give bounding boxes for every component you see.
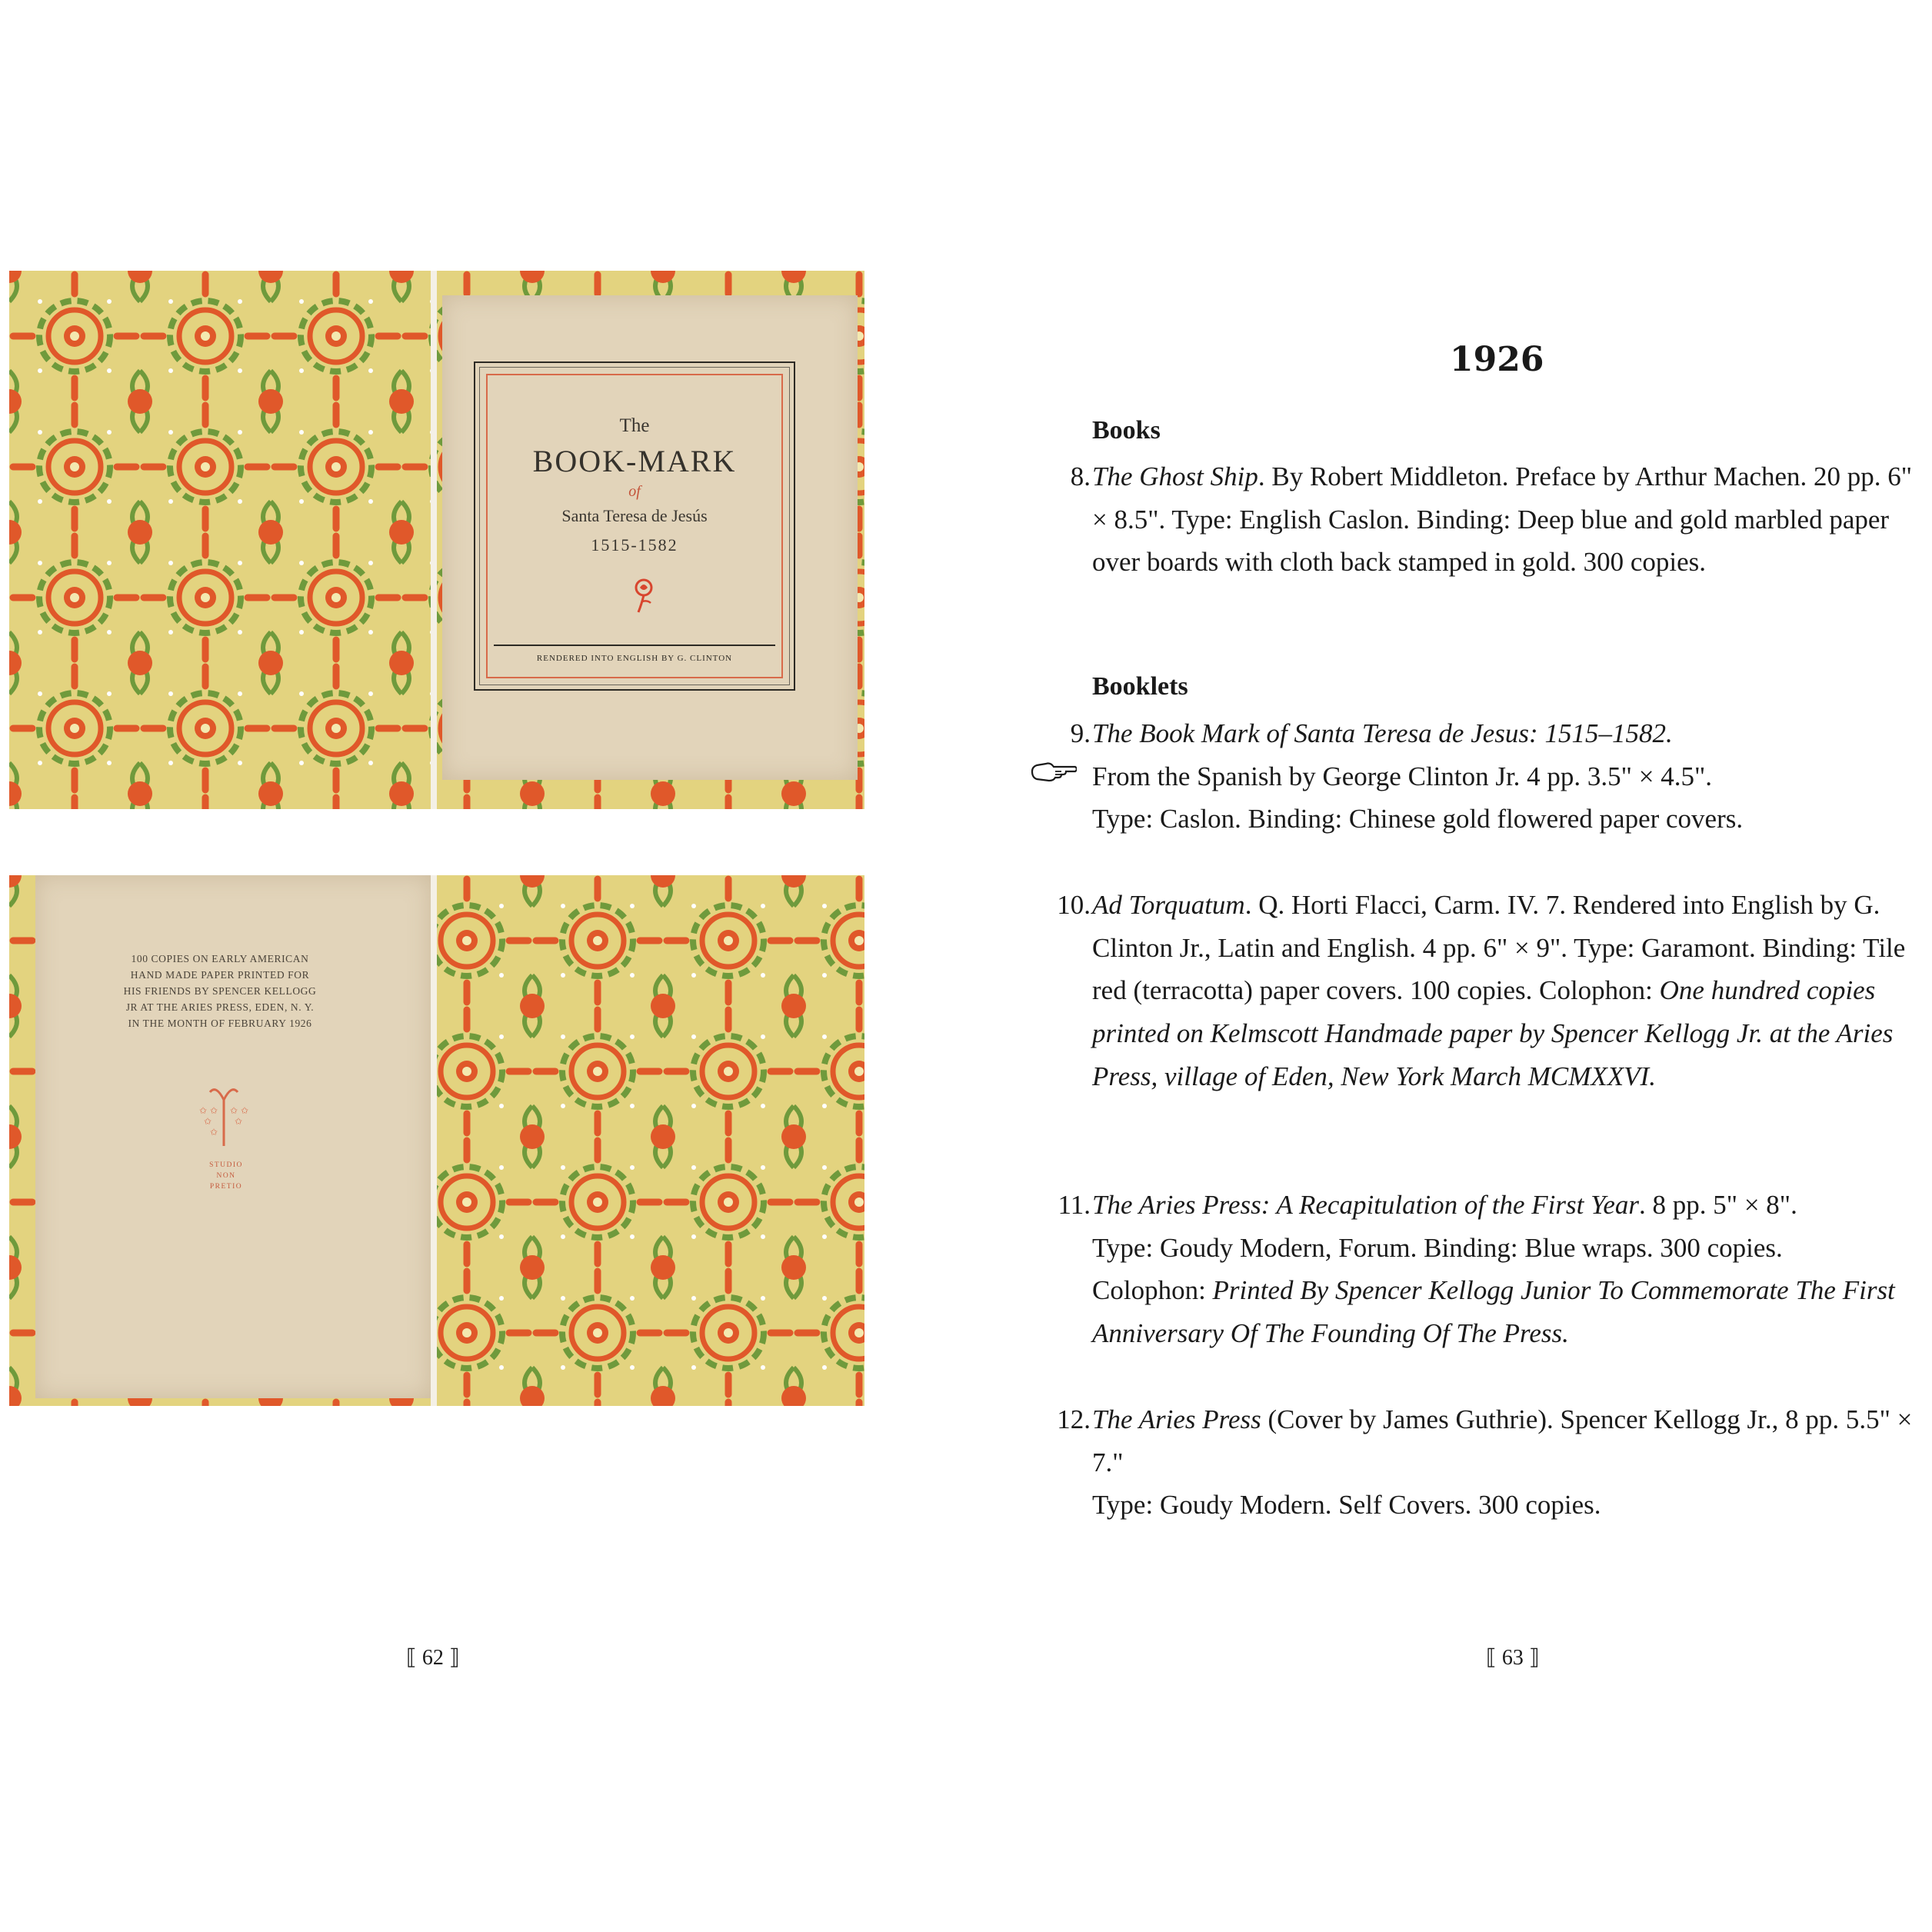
cover-title-dates: 1515-1582	[591, 535, 678, 555]
spine-gap	[431, 271, 437, 809]
entry-body	[1092, 455, 1927, 584]
cover-title-saint: Santa Teresa de Jesús	[561, 506, 708, 525]
entry-text: (Cover by James Guthrie). Spencer Kellogg Jr., 8 pp. 5.5" × 7."	[1092, 1404, 1913, 1477]
year-heading: 1926	[1450, 340, 1544, 379]
entry-body	[1092, 884, 1927, 1098]
svg-text:✩: ✩	[210, 1105, 218, 1116]
svg-text:✩: ✩	[230, 1105, 238, 1116]
bibliography-entry	[1043, 1398, 1927, 1527]
back-cover-card	[35, 875, 431, 1398]
photo-back-cover	[9, 875, 864, 1406]
entry-body	[1092, 1398, 1927, 1527]
title-frame-inner	[486, 374, 783, 678]
title-frame	[474, 361, 795, 691]
svg-text:✩: ✩	[241, 1105, 249, 1116]
spine-gap	[431, 875, 437, 1406]
colophon-line: HAND MADE PAPER PRINTED FOR	[130, 969, 310, 981]
bibliography-entry	[1043, 1184, 1927, 1355]
back-cover-motto	[203, 1160, 249, 1192]
cover-rendered-by: RENDERED INTO ENGLISH BY G. CLINTON	[494, 645, 775, 671]
svg-text:✩: ✩	[204, 1116, 212, 1127]
bibliography-entry	[1043, 455, 1927, 584]
rose-icon	[632, 578, 655, 614]
entry-title: Ad Torquatum	[1092, 890, 1245, 920]
entry-colophon: Printed By Spencer Kellogg Junior To Commemorate The First Anniversary Of The Founding Of The Press.	[1092, 1275, 1895, 1349]
cover-title-of: of	[628, 483, 641, 500]
entry-text: Type: Goudy Modern, Forum. Binding: Blue wraps. 300 copies.	[1092, 1232, 1783, 1263]
page-number-right: ⟦ 63 ⟧	[1486, 1646, 1540, 1670]
colophon-line: IN THE MONTH OF FEBRUARY 1926	[128, 1018, 312, 1029]
photo-front-cover	[9, 271, 864, 809]
section-heading-books: Books	[1092, 416, 1161, 445]
colophon-line: JR AT THE ARIES PRESS, EDEN, N. Y.	[125, 1001, 315, 1013]
aries-device-icon	[193, 1084, 255, 1150]
bibliography-entry	[1043, 884, 1927, 1098]
entry-title: The Aries Press	[1092, 1404, 1261, 1434]
svg-text:✩: ✩	[199, 1105, 208, 1116]
entry-number: 9.	[1070, 718, 1091, 748]
bibliography-entry	[1043, 712, 1927, 841]
entry-text: . By Robert Middleton. Preface by Arthur Machen. 20 pp. 6" × 8.5". Type: English Caslon. Binding: Deep blue and gold marbled paper over boards with cloth back stamped in gold. 300 copies.	[1092, 461, 1913, 578]
entry-body	[1092, 712, 1927, 841]
entry-number: 10.	[1057, 890, 1091, 920]
motto-line: NON	[216, 1172, 236, 1180]
entry-number: 11.	[1058, 1190, 1091, 1220]
page-number-left: ⟦ 62 ⟧	[406, 1646, 460, 1670]
entry-text: From the Spanish by George Clinton Jr. 4 pp. 3.5" × 4.5".	[1092, 761, 1712, 791]
motto-line: PRETIO	[209, 1183, 243, 1191]
entry-text: Type: Goudy Modern. Self Covers. 300 copies.	[1092, 1490, 1601, 1521]
entry-title: The Book Mark of Santa Teresa de Jesus: 1515–1582.	[1092, 718, 1673, 748]
front-cover-card	[442, 295, 858, 780]
svg-text:✩: ✩	[210, 1127, 218, 1138]
entry-colophon: One hundred copies printed on Kelmscott Handmade paper by Spencer Kellogg Jr. at the Aries Press, village of Eden, New York March MCMXXVI.	[1092, 975, 1894, 1091]
entry-number: 8.	[1070, 461, 1091, 491]
entry-text: . Q. Horti Flacci, Carm. IV. 7. Rendered into English by G. Clinton Jr., Latin and English. 4 pp. 6" × 9". Type: Garamont. Binding: Tile red (terracotta) paper covers. 100 copies. Colophon:	[1092, 890, 1906, 1006]
entry-number: 12.	[1057, 1404, 1091, 1434]
colophon-line: HIS FRIENDS BY SPENCER KELLOGG	[123, 985, 317, 997]
entry-text: . 8 pp. 5" × 8".	[1639, 1190, 1797, 1220]
colophon-line: 100 COPIES ON EARLY AMERICAN	[131, 953, 309, 964]
back-cover-colophon	[120, 951, 320, 1031]
entry-body	[1092, 1184, 1927, 1355]
entry-text: Type: Caslon. Binding: Chinese gold flowered paper covers.	[1092, 804, 1744, 834]
entry-title: The Ghost Ship	[1092, 461, 1258, 491]
entry-text: Colophon:	[1092, 1275, 1213, 1306]
cover-title-the: The	[619, 415, 650, 436]
section-heading-booklets: Booklets	[1092, 672, 1188, 701]
motto-line: STUDIO	[209, 1161, 243, 1169]
cover-title-main: BOOK-MARK	[532, 444, 737, 478]
svg-text:✩: ✩	[235, 1116, 243, 1127]
entry-title: The Aries Press: A Recapitulation of the First Year	[1092, 1190, 1640, 1220]
